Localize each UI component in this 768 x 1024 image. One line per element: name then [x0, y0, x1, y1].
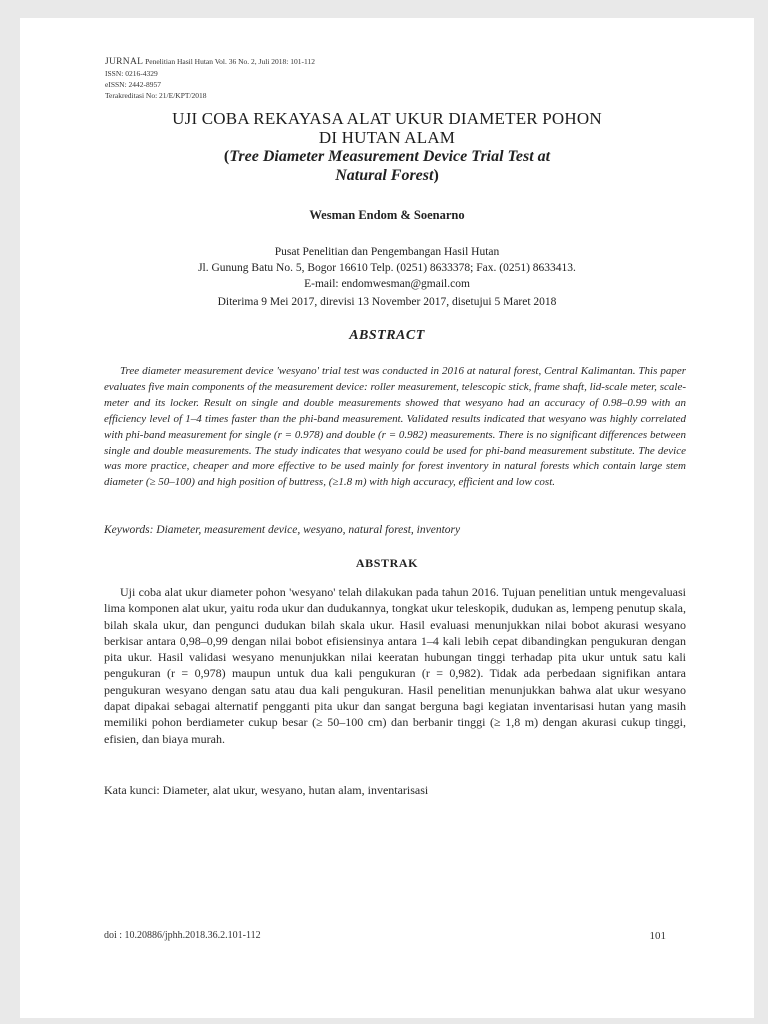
english-title-line-2: Natural Forest) — [335, 167, 439, 184]
abstrak-heading: ABSTRAK — [355, 556, 419, 570]
abstrak-indonesian-text: Uji coba alat ukur diameter pohon 'wesyano' telah dilakukan pada tahun 2016. Tujuan penelitian untuk mengevaluasi lima komponen alat ukur, yaitu roda ukur dan dudukannya, tongkat ukur teleskopik, dudukan as, lempeng penutup skala, bilah skala ukur, dan pengunci dudukan bilah skala ukur. Hasil evaluasi menunjukkan nilai bobot akurasi wesyano berkisar antara 0,98–0,99 dengan nilai bobot efisiensinya antara 1–4 kali lebih cepat dibandingkan pengukuran dengan pita ukur. Hasil validasi wesyano menunjukkan nilai keeratan hubungan tinggi terhadap pita ukur untuk satu kali pengukuran (r = 0,978) maupun untuk dua kali pengukuran (r = 0,982). Tidak ada perbedaan signifikan antara pengukuran wesyano dengan satu atau dua kali pengukuran. Hasil penelitian menunjukkan bahwa alat ukur wesyano dapat dipakai sebagai alternatif pengganti pita ukur dan sangat berguna bagi kegiatan inventarisasi hutan yang masih memiliki pohon berdiameter cukup besar (≥ 50–100 cm) dan berbanir tinggi (≥ 1,8 m) dengan akurasi cukup tinggi, efisien, dan biaya murah. — [104, 585, 686, 746]
journal-eissn: eISSN: 2442-8957 — [105, 80, 162, 89]
title-line-2: DI HUTAN ALAM — [318, 128, 456, 147]
english-title-text-1: Tree Diameter Measurement Device Trial Test at — [229, 148, 551, 165]
abstract-heading: ABSTRACT — [349, 328, 425, 343]
journal-citation-text: Penelitian Hasil Hutan Vol. 36 No. 2, Juli 2018: 101-112 — [145, 57, 315, 66]
english-title-line-1: (Tree Diameter Measurement Device Trial Test at — [223, 148, 551, 165]
affiliation-institution: Pusat Penelitian dan Pengembangan Hasil Hutan — [274, 246, 500, 258]
journal-name: JURNAL — [105, 57, 144, 67]
page-number: 101 — [649, 930, 666, 942]
keywords-indonesian: Kata kunci: Diameter, alat ukur, wesyano, hutan alam, inventarisasi — [104, 783, 429, 797]
authors: Wesman Endom & Soenarno — [309, 208, 465, 222]
english-title-text-2: Natural Forest — [335, 167, 434, 184]
paper-title — [20, 109, 754, 185]
title-line-1: UJI COBA REKAYASA ALAT UKUR DIAMETER POHON — [172, 109, 602, 128]
doi: doi : 10.20886/jphh.2018.36.2.101-112 — [104, 930, 261, 941]
paper-page — [20, 18, 754, 1018]
abstract-english-text: Tree diameter measurement device 'wesyano' trial test was conducted in 2016 at natural forest, Central Kalimantan. This paper evaluates five main components of the measurement device: roller measurement, telescopic stick, frame shaft, lid-scale meter, scale-meter and its locker. Result on single and double measurements showed that wesyano had an accuracy of 0.98–0.99 with an efficiency level of 1–4 times faster than the phi-band measurement. Validated results indicated that wesyano was highly correlated with phi-band measurement for single (r = 0.978) and double (r = 0.982) measurements. There is no significant differences between single and double measurements. The study indicates that wesyano could be used for phi-band measurement substitute. The device was more practice, cheaper and more effective to be used mainly for forest inventory in natural forests which contain large stem diameter (≥ 50–100) and high position of buttress, (≥1.8 m) with high accuracy, efficient and low cost. — [104, 365, 686, 489]
journal-issn: ISSN: 0216-4329 — [105, 69, 158, 78]
journal-citation — [105, 56, 315, 68]
submission-dates: Diterima 9 Mei 2017, direvisi 13 November 2017, disetujui 5 Maret 2018 — [217, 296, 557, 308]
journal-header — [105, 56, 315, 101]
affiliation-email: E-mail: endomwesman@gmail.com — [304, 278, 470, 290]
journal-accreditation: Terakreditasi No: 21/E/KPT/2018 — [105, 91, 207, 100]
affiliation — [20, 244, 754, 292]
keywords-english: Keywords: Diameter, measurement device, wesyano, natural forest, inventory — [104, 524, 461, 536]
affiliation-address: Jl. Gunung Batu No. 5, Bogor 16610 Telp. (0251) 8633378; Fax. (0251) 8633413. — [198, 262, 576, 274]
